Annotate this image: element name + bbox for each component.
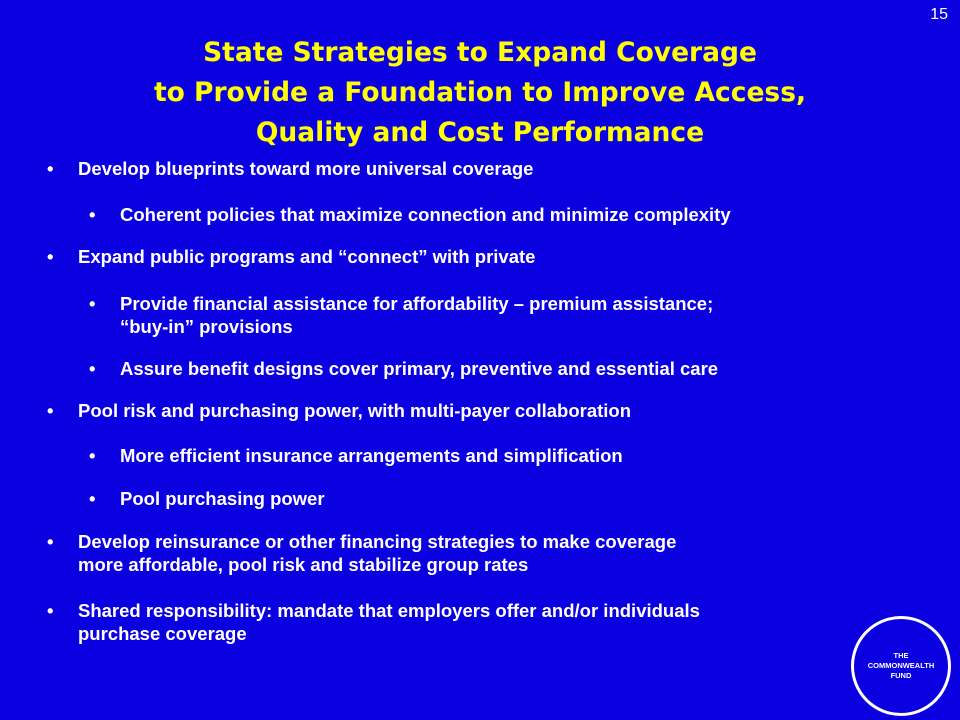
bullet-dot: • [47,400,54,421]
slide-title-line-2: to Provide a Foundation to Improve Access, [153,77,807,108]
bullet-text-line-2: purchase coverage [78,623,247,644]
bullet-item [47,599,898,645]
bullet-text: Develop blueprints toward more universal coverage [78,158,534,179]
bullet-dot: • [47,158,54,179]
bullet-item [47,399,898,422]
bullet-text: More efficient insurance arrangements and simplification [120,445,623,466]
logo-text-line-3: FUND [890,671,912,680]
logo-text-line-2: COMMONWEALTH [867,661,935,670]
bullet-dot: • [89,204,96,225]
bullet-text: Expand public programs and “connect” with private [78,246,536,267]
bullet-item [47,245,898,268]
bullet-dot: • [89,445,96,466]
bullet-text: Pool risk and purchasing power, with multi-payer collaboration [78,400,632,421]
slide-title-line-1: State Strategies to Expand Coverage [203,37,757,68]
logo-text-line-1: THE [893,651,909,660]
bullet-dot: • [47,531,54,552]
bullet-text-line-1: Shared responsibility: mandate that employers offer and/or individuals [78,600,700,621]
bullet-item [47,157,898,180]
sub-bullet-item [89,357,920,380]
bullet-text: Assure benefit designs cover primary, preventive and essential care [120,358,719,379]
sub-bullet-item [89,203,920,226]
bullet-text-line-2: more affordable, pool risk and stabilize group rates [78,554,529,575]
bullet-text-line-2: “buy-in” provisions [120,316,293,337]
slide-title-line-3: Quality and Cost Performance [255,117,705,148]
bullet-dot: • [89,358,96,379]
bullet-text: Coherent policies that maximize connection and minimize complexity [120,204,731,225]
bullet-text-line-1: Develop reinsurance or other financing strategies to make coverage [78,531,677,552]
bullet-text: Pool purchasing power [120,488,325,509]
bullet-item [47,530,898,576]
sub-bullet-item [89,292,920,338]
logo-text [868,651,935,681]
bullet-text-line-1: Provide financial assistance for affordability – premium assistance; [120,293,714,314]
bullet-dot: • [89,293,96,314]
page-number: 15 [930,6,948,23]
bullet-dot: • [47,600,54,621]
bullet-dot: • [89,488,96,509]
sub-bullet-item [89,444,920,467]
commonwealth-fund-logo [851,616,951,716]
bullet-dot: • [47,246,54,267]
sub-bullet-item [89,487,920,510]
